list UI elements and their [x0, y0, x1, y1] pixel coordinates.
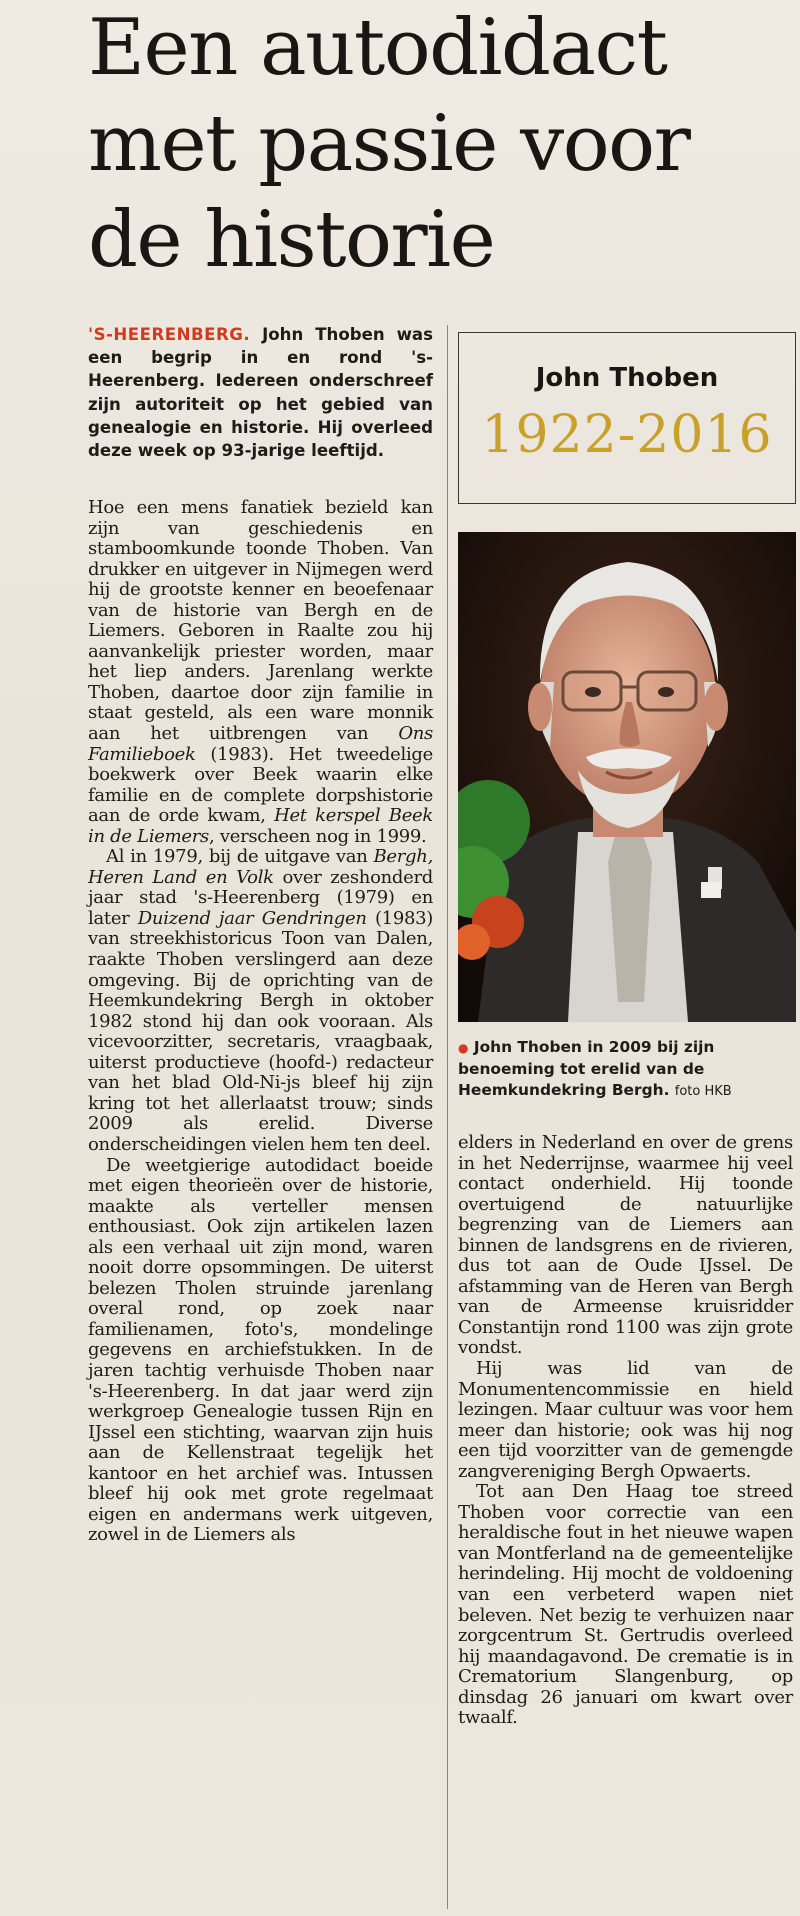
life-years: 1922-2016	[481, 405, 773, 465]
book-title: Duizend jaar Gendringen	[137, 907, 367, 929]
headline-line-3: de historie	[88, 195, 495, 285]
bullet-icon: ●	[458, 1041, 469, 1055]
body-text: (1983). Het tweedelige boekwerk over Beek waarin elke familie en de complete dorpshistorie aan de orde kwam,	[88, 743, 433, 827]
body-column-left	[88, 498, 433, 1546]
headline	[88, 0, 788, 288]
body-text: Hoe een mens fanatiek bezield kan zijn van geschiedenis en stamboomkunde toonde Thoben. Van drukker en uitgever in Nijmegen werd hij de grootste kenner en beoefenaar van de historie van Bergh en de Liemers. Geboren in Raalte zou hij aanvankelijk priester worden, maar het liep anders. Jarenlang werkte Thoben, daartoe door zijn familie in staat gesteld, als een ware monnik aan het uitbrengen van	[88, 497, 433, 745]
body-paragraph-5: Tot aan Den Haag toe streed Thoben voor correctie van een heraldische fout in het nieuwe wapen van Montferland na de gemeentelijke herindeling. Hij mocht de voldoening van een verbeterd wapen niet beleven. Net bezig te verhuizen naar zorgcentrum St. Gertrudis overleed hij maandagavond. De crematie is in Crematorium Slangenburg, op dinsdag 26 januari om kwart over twaalf.	[458, 1481, 793, 1729]
body-column-right	[458, 1133, 793, 1729]
body-text: (1983) van streekhistoricus Toon van Dalen, raakte Thoben verslingerd aan deze omgeving. Bij de oprichting van de Heemkundekring Bergh in oktober 1982 stond hij dan ook vooraan. Als vicevoorzitter, secretaris, vraagbaak, uiterst productieve (hoofd-) redacteur van het blad Old-Ni-js bleef hij zijn kring tot het allerlaatst trouw; sinds 2009 als erelid. Diverse onderscheidingen vielen hem ten deel.	[88, 907, 433, 1155]
portrait-illustration	[458, 532, 796, 1022]
person-name: John Thoben	[535, 363, 719, 393]
body-paragraph-2	[88, 847, 433, 1155]
body-paragraph-3: De weetgierige autodidact boeide met eigen theorieën over de historie, maakte als verteller mensen enthousiast. Ook zijn artikelen lazen als een verhaal uit zijn mond, waren nooit dorre opsommingen. De uiterst belezen Tholen struinde jarenlang overal rond, op zoek naar familienamen, foto's, mondelinge gegevens en archiefstukken. In de jaren tachtig verhuisde Thoben naar 's-Heerenberg. In dat jaar werd zijn werkgroep Genealogie tussen Rijn en IJssel een stichting, waarvan zijn huis aan de Kellenstraat tegelijk het kantoor en het archief was. Intussen bleef hij ook met grote regelmaat eigen en andermans werk uitgeven, zowel in de Liemers als	[88, 1154, 433, 1546]
photo-credit: foto HKB	[674, 1084, 732, 1099]
body-paragraph-4: Hij was lid van de Monumentencommissie en hield lezingen. Maar cultuur was voor hem meer dan historie; ook was hij nog een tijd voorzitter van de gemengde zangvereniging Bergh Opwaerts.	[458, 1358, 793, 1482]
book-title: Ons Familieboek	[88, 723, 433, 765]
name-box	[458, 332, 796, 504]
lead-paragraph	[88, 323, 433, 462]
body-paragraph-1	[88, 498, 433, 847]
photo-caption	[458, 1037, 796, 1102]
book-title: Bergh, Heren Land en Volk	[88, 846, 433, 888]
caption-text: John Thoben in 2009 bij zijn benoeming tot erelid van de Heemkundekring Bergh.	[458, 1038, 715, 1099]
body-paragraph-3-continued: elders in Nederland en over de grens in het Nederrijnse, waarmee hij veel contact onderhield. Hij toonde overtuigend de natuurlijke begrenzing van de Liemers aan binnen de landsgrens en de rivieren, dus tot aan de Oude IJssel. De afstamming van de Heren van Bergh van de Armeense kruisridder Constantijn rond 1100 was zijn grote vondst.	[458, 1132, 793, 1359]
lead-text: John Thoben was een begrip in en rond 's-Heerenberg. Iedereen onderschreef zijn autoriteit op het gebied van genealogie en historie. Hij overleed deze week op 93-jarige leeftijd.	[88, 325, 433, 461]
dateline: 'S-HEERENBERG.	[88, 325, 251, 344]
book-title: Het kerspel Beek in de Liemers	[88, 805, 434, 847]
body-text: , verscheen nog in 1999.	[209, 825, 427, 847]
column-divider	[447, 325, 448, 1909]
portrait-photo	[458, 532, 796, 1022]
headline-line-1: Een autodidact	[88, 3, 667, 93]
body-text: over zeshonderd jaar stad 's-Heerenberg (1979) en later	[88, 866, 433, 929]
headline-line-2: met passie voor	[88, 99, 690, 189]
body-text: Al in 1979, bij de uitgave van	[106, 846, 374, 868]
